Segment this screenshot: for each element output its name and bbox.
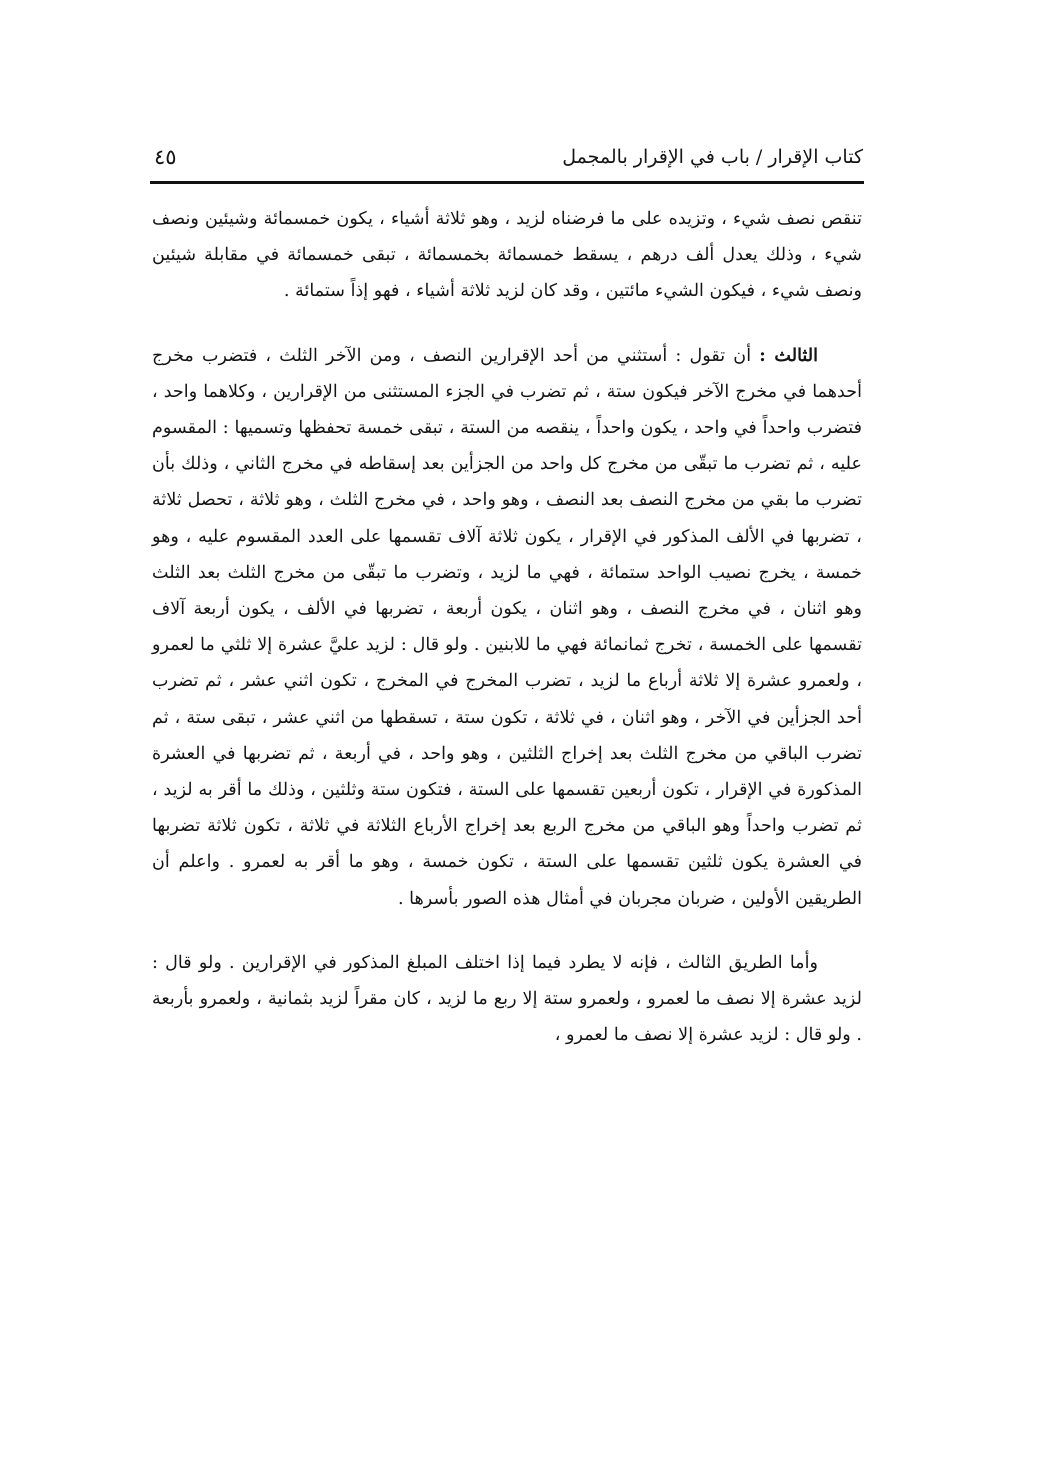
running-title: كتاب الإقرار / باب في الإقرار بالمجمل: [562, 146, 863, 168]
paragraph-2-lead: الثالث :: [759, 344, 818, 366]
running-header: [150, 142, 863, 176]
page-number: ٤٥: [154, 145, 177, 169]
paragraph-1: [152, 201, 862, 310]
paragraph-2-text: أن تقول : أستثني من أحد الإقرارين النصف ، ومن الآخر الثلث ، فتضرب مخرج أحدهما في مخرج الآخر فيكون ستة ، ثم تضرب في الجزء المستثنى من الإقرارين ، وكلاهما واحد ، فتضرب واحداً في واحد ، يكون واحداً ، ينقصه من الستة ، تبقى خمسة تحفظها وتسميها : المقسوم عليه ، ثم تضرب ما تبقّى من مخرج كل واحد من الجزأين بعد إسقاطه في مخرج الثاني ، وذلك بأن تضرب ما بقي من مخرج النصف بعد النصف ، وهو واحد ، في مخرج الثلث ، وهو ثلاثة ، تحصل ثلاثة ، تضربها في الألف المذكور في الإقرار ، يكون ثلاثة آلاف تقسمها على العدد المقسوم عليه ، وهو خمسة ، يخرج نصيب الواحد ستمائة ، فهي ما لزيد ، وتضرب ما تبقّى من مخرج الثلث بعد الثلث وهو اثنان ، في مخرج النصف ، وهو اثنان ، يكون أربعة ، تضربها في الألف ، يكون أربعة آلاف تقسمها على الخمسة ، تخرج ثمانمائة فهي ما للابنين . ولو قال : لزيد عليَّ عشرة إلا ثلثي ما لعمرو ، ولعمرو عشرة إلا ثلاثة أرباع ما لزيد ، تضرب المخرج في المخرج ، تكون اثني عشر ، ثم تضرب أحد الجزأين في الآخر ، وهو اثنان ، في ثلاثة ، تكون ستة ، تسقطها من اثني عشر ، تبقى ستة ، ثم تضرب الباقي من مخرج الثلث بعد إخراج الثلثين ، وهو واحد ، في أربعة ، ثم تضربها في العشرة المذكورة في الإقرار ، تكون أربعين تقسمها على الستة ، فتكون ستة وثلثين ، وذلك ما أقر به لزيد ، ثم تضرب واحداً وهو الباقي من مخرج الربع بعد إخراج الأرباع الثلاثة في ثلاثة ، تكون ثلاثة تضربها في العشرة يكون ثلثين تقسمها على الستة ، تكون خمسة ، وهو ما أقر به لعمرو . واعلم أن الطريقين الأولين ، ضربان مجربان في أمثال هذه الصور بأسرها .: [152, 345, 862, 909]
header-divider: [150, 181, 864, 184]
paragraph-2: [152, 338, 862, 917]
paragraph-3-text: وأما الطريق الثالث ، فإنه لا يطرد فيما إذا اختلف المبلغ المذكور في الإقرارين . ولو قال : لزيد عشرة إلا نصف ما لعمرو ، ولعمرو ستة إلا ربع ما لزيد ، كان مقراً لزيد بثمانية ، ولعمرو بأربعة . ولو قال : لزيد عشرة إلا نصف ما لعمرو ،: [152, 952, 862, 1046]
paragraph-3: [152, 945, 862, 1054]
paragraph-1-text: تنقص نصف شيء ، وتزيده على ما فرضناه لزيد ، وهو ثلاثة أشياء ، يكون خمسمائة وشيئين ونصف شيء ، وذلك يعدل ألف درهم ، يسقط خمسمائة بخمسمائة ، تبقى خمسمائة في مقابلة شيئين ونصف شيء ، فيكون الشيء مائتين ، وقد كان لزيد ثلاثة أشياء ، فهو إذاً ستمائة .: [152, 209, 862, 302]
body-text: [152, 201, 862, 1053]
